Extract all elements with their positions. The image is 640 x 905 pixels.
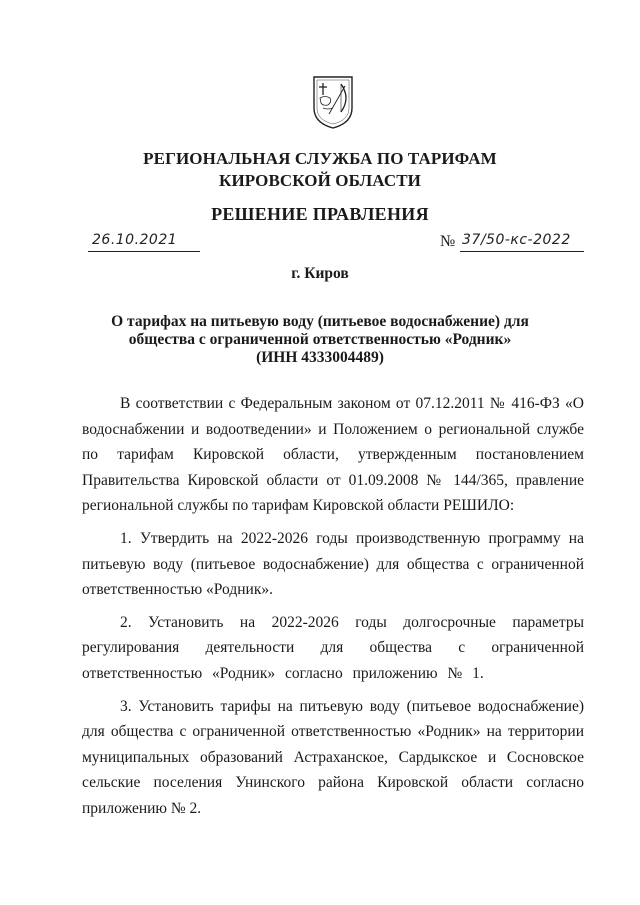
subject-line2: общества с ограниченной ответственностью «Родник»	[128, 331, 512, 348]
coat-of-arms-icon	[311, 74, 355, 130]
document-type-title: РЕШЕНИЕ ПРАВЛЕНИЯ	[211, 204, 429, 224]
item-3-paragraph: 3. Установить тарифы на питьевую воду (питьевое водоснабжение) для общества с ограниченной ответственностью «Родник» на территории муниципальных образований Астраханское, Сардыкское и Сосновское сельские поселения Унинского района Кировской области согласно приложению № 2.	[82, 697, 584, 817]
decision-subject	[0, 313, 640, 367]
decision-date-field	[88, 232, 200, 254]
city-name: г. Киров	[291, 265, 349, 282]
preamble-paragraph: В соответствии с Федеральным законом от 07.12.2011 № 416-ФЗ «О водоснабжении и водоотведении» и Положением о региональной службе по тарифам Кировской области, утвержденным постановлением Правительства Кировской области от 01.09.2008 № 144/365, правление региональной службы по тарифам Кировской области РЕШИЛО:	[82, 395, 584, 515]
item-2-paragraph: 2. Установить на 2022-2026 годы долгосрочные параметры регулирования деятельности для общества с ограниченной ответственностью «Родник» согласно приложению № 1.	[82, 613, 584, 682]
number-sign: №	[440, 233, 456, 250]
decision-number: 37/50-кс-2022	[462, 232, 571, 248]
organization-name-line2: КИРОВСКОЙ ОБЛАСТИ	[219, 171, 421, 190]
subject-line1: О тарифах на питьевую воду (питьевое водоснабжение) для	[111, 313, 529, 330]
date-underline	[88, 251, 200, 252]
number-underline	[460, 251, 584, 252]
organization-name-line1: РЕГИОНАЛЬНАЯ СЛУЖБА ПО ТАРИФАМ	[143, 149, 497, 168]
subject-line3: (ИНН 4333004489)	[256, 349, 384, 366]
decision-date: 26.10.2021	[92, 232, 178, 248]
decision-number-field	[440, 232, 588, 254]
decision-body	[82, 391, 584, 822]
item-1-paragraph: 1. Утвердить на 2022-2026 годы производственную программу на питьевую воду (питьевое водоснабжение) для общества с ограниченной ответственностью «Родник».	[82, 529, 584, 599]
organization-name	[0, 148, 640, 192]
